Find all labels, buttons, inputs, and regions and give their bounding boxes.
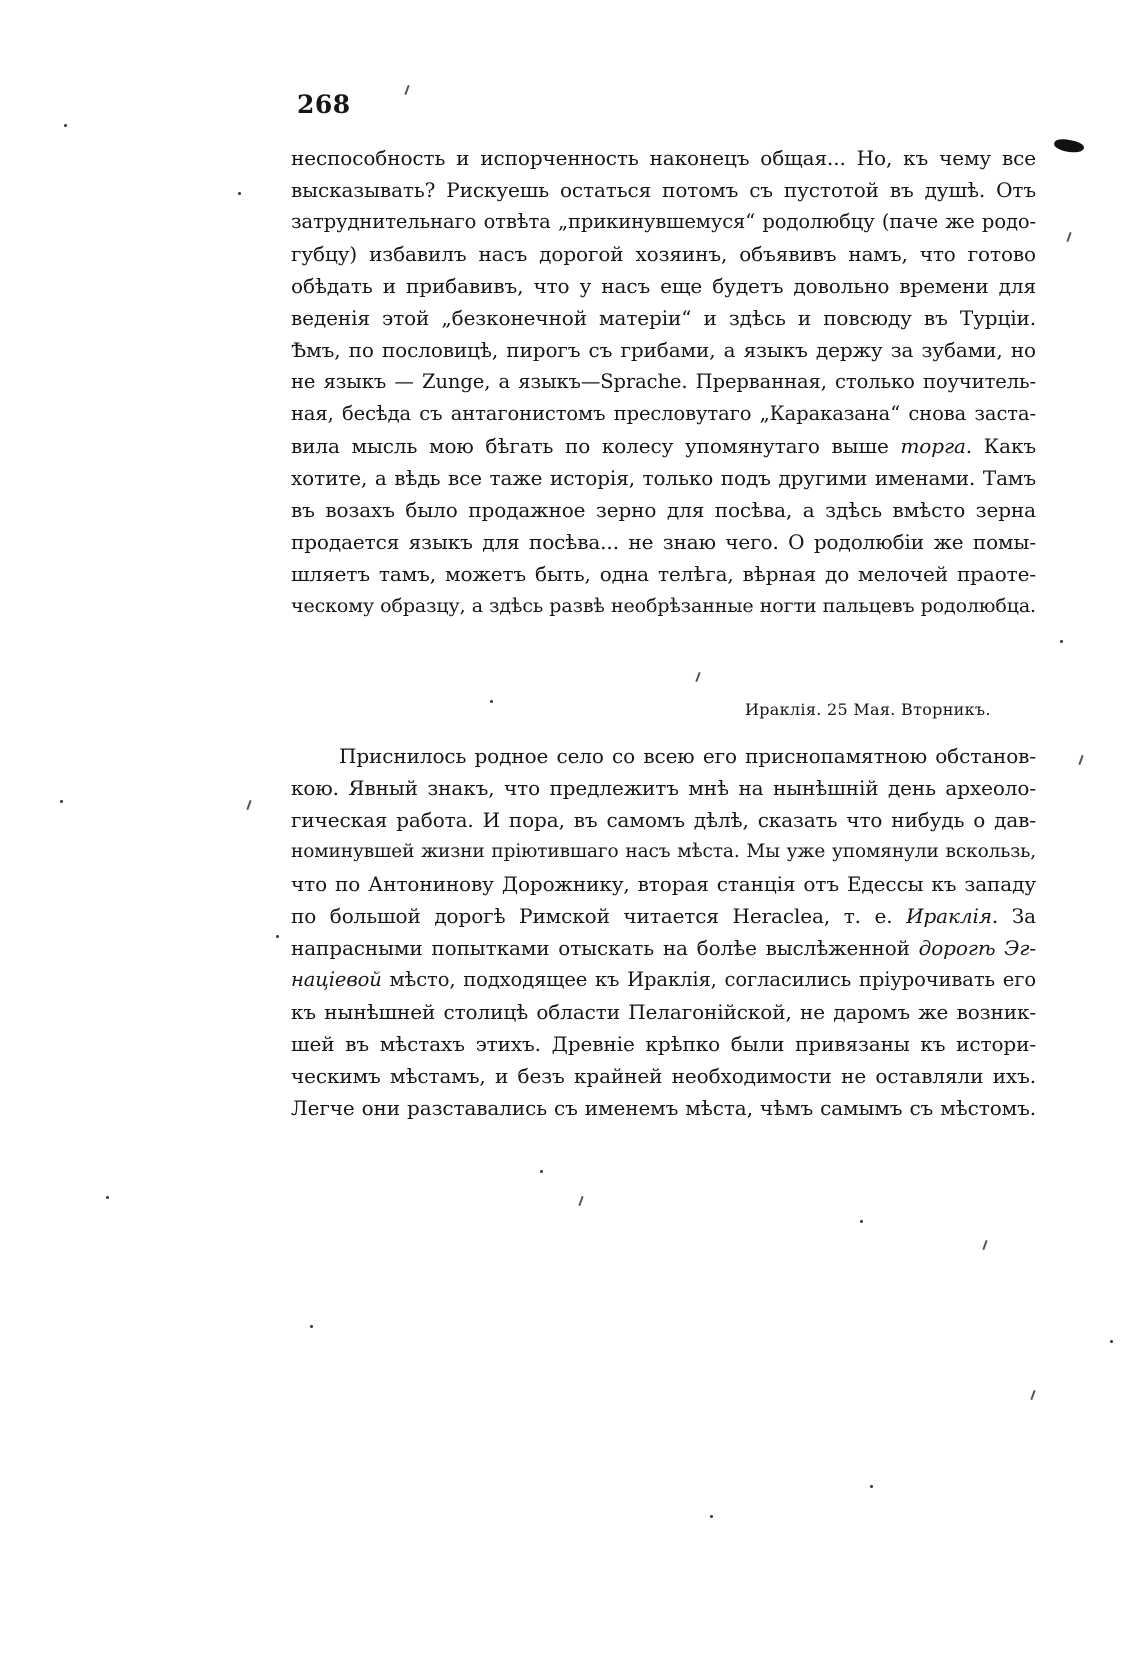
text-run: мѣсто, подходящее къ Ираклія, согласились пріурочивать его: [381, 968, 1036, 991]
text-run: шляетъ тамъ, можетъ быть, одна телѣга, вѣрная до мелочей праоте-: [291, 562, 1036, 586]
scan-mark: [695, 672, 700, 682]
text-line: [291, 900, 1036, 932]
text-line: [291, 174, 1036, 206]
scan-speck: [60, 800, 63, 803]
text-line: [291, 270, 1036, 302]
text-line: [291, 804, 1036, 836]
scan-mark: [404, 85, 409, 95]
text-line: [291, 398, 1036, 430]
text-run: губцу) избавилъ насъ дорогой хозяинъ, объявивъ намъ, что готово: [291, 242, 1036, 266]
text-run: ческимъ мѣстамъ, и безъ крайней необходимости не оставляли ихъ.: [291, 1064, 1036, 1088]
text-line: [291, 996, 1036, 1028]
text-run: За: [998, 904, 1036, 928]
text-run: ческому образцу, а здѣсь развѣ необрѣзанные ногти пальцевъ родолюбца.: [291, 595, 1036, 617]
text-run: по большой дорогѣ Римской читается Heraclea, т. е.: [291, 904, 907, 928]
scan-mark: [246, 800, 251, 810]
text-run: въ возахъ было продажное зерно для посѣва, а здѣсь вмѣсто зерна: [291, 498, 1036, 522]
text-run: продается языкъ для посѣва... не знаю чего. О родолюбіи же помы-: [291, 530, 1036, 554]
text-run: ная, бесѣда съ антагонистомъ пресловутаго „Караказана“ снова заста-: [291, 402, 1036, 425]
text-run: вила мысль мою бѣгать по колесу упомянутаго выше: [291, 434, 901, 458]
text-line: [291, 590, 1036, 622]
text-run: Ѣмъ, по пословицѣ, пирогъ съ грибами, а языкъ держу за зубами, но: [291, 338, 1036, 362]
scan-speck: [1110, 1340, 1113, 1343]
text-run: хотите, а вѣдь все таже исторія, только подъ другими именами. Тамъ: [291, 466, 1036, 490]
text-line: [291, 964, 1036, 996]
italic-run: націевой: [291, 968, 382, 991]
text-line: [291, 558, 1036, 590]
entry-dateline: Ираклія. 25 Мая. Вторникъ.: [745, 700, 991, 719]
scan-speck: [238, 192, 241, 195]
page-number: 268: [297, 90, 351, 119]
text-line: [291, 868, 1036, 900]
italic-run: дорогѣ Эг-: [918, 936, 1036, 960]
text-run: неспособность и испорченность наконецъ общая... Но, къ чему все: [291, 146, 1036, 170]
text-run: гическая работа. И пора, въ самомъ дѣлѣ, сказать что нибудь о дав-: [291, 808, 1036, 832]
text-line: [291, 366, 1036, 398]
paragraph-continued: [291, 142, 1036, 622]
text-line: [291, 494, 1036, 526]
text-line: [291, 740, 1036, 772]
text-run: что по Антонинову Дорожнику, вторая станція отъ Едессы къ западу: [291, 872, 1036, 896]
scan-mark: [1030, 1390, 1035, 1400]
text-line: [291, 932, 1036, 964]
scan-mark: [1066, 232, 1071, 242]
text-run: кою. Явный знакъ, что предлежитъ мнѣ на нынѣшній день археоло-: [291, 776, 1036, 800]
scan-speck: [710, 1515, 713, 1518]
scan-speck: [540, 1170, 543, 1173]
scan-speck: [276, 935, 279, 938]
text-run: затруднительнаго отвѣта „прикинувшемуся“ родолюбцу (паче же родо-: [291, 210, 1036, 233]
text-line: [291, 1028, 1036, 1060]
ink-blot: [1053, 137, 1085, 155]
scan-speck: [106, 1196, 109, 1199]
text-run: шей въ мѣстахъ этихъ. Древніе крѣпко были привязаны къ истори-: [291, 1032, 1036, 1056]
text-line: [291, 206, 1036, 238]
text-run: высказывать? Рискуешь остаться потомъ съ пустотой въ душѣ. Отъ: [291, 178, 1036, 202]
scan-speck: [310, 1325, 313, 1328]
scan-speck: [64, 124, 67, 127]
text-line: [291, 142, 1036, 174]
text-line: [291, 462, 1036, 494]
text-run: веденія этой „безконечной матеріи“ и здѣсь и повсюду въ Турціи.: [291, 306, 1036, 330]
text-run: напрасными попытками отыскать на болѣе выслѣженной: [291, 936, 919, 960]
text-run: не языкъ — Zunge, а языкъ—Sprache. Прерванная, столько поучитель-: [291, 370, 1036, 393]
text-line: [291, 526, 1036, 558]
text-line: [291, 1060, 1036, 1092]
scan-speck: [870, 1485, 873, 1488]
text-run: номинувшей жизни пріютившаго насъ мѣста. Мы уже упомянули вскользь,: [291, 841, 1036, 862]
text-line: [291, 302, 1036, 334]
text-run: къ нынѣшней столицѣ области Пелагонійской, не даромъ же возник-: [291, 1000, 1036, 1024]
scan-speck: [1060, 640, 1063, 643]
text-line: [291, 836, 1036, 868]
text-line: [291, 238, 1036, 270]
scan-speck: [490, 700, 493, 703]
text-line: [291, 1092, 1036, 1124]
text-line: [291, 430, 1036, 462]
text-run: Приснилось родное село со всею его приснопамятною обстанов-: [339, 744, 1036, 768]
text-run: Легче они разставались съ именемъ мѣста, чѣмъ самымъ съ мѣстомъ.: [291, 1096, 1036, 1120]
text-run: Какъ: [972, 434, 1036, 458]
text-line: [291, 334, 1036, 366]
scan-mark: [578, 1196, 583, 1206]
scan-speck: [860, 1220, 863, 1223]
italic-run: торга.: [900, 434, 973, 458]
scan-mark: [982, 1240, 987, 1250]
text-line: [291, 772, 1036, 804]
scan-mark: [1078, 755, 1083, 765]
italic-run: Ираклія.: [906, 904, 999, 928]
text-run: обѣдать и прибавивъ, что у насъ еще будетъ довольно времени для: [291, 274, 1036, 298]
paragraph-entry: [291, 740, 1036, 1124]
